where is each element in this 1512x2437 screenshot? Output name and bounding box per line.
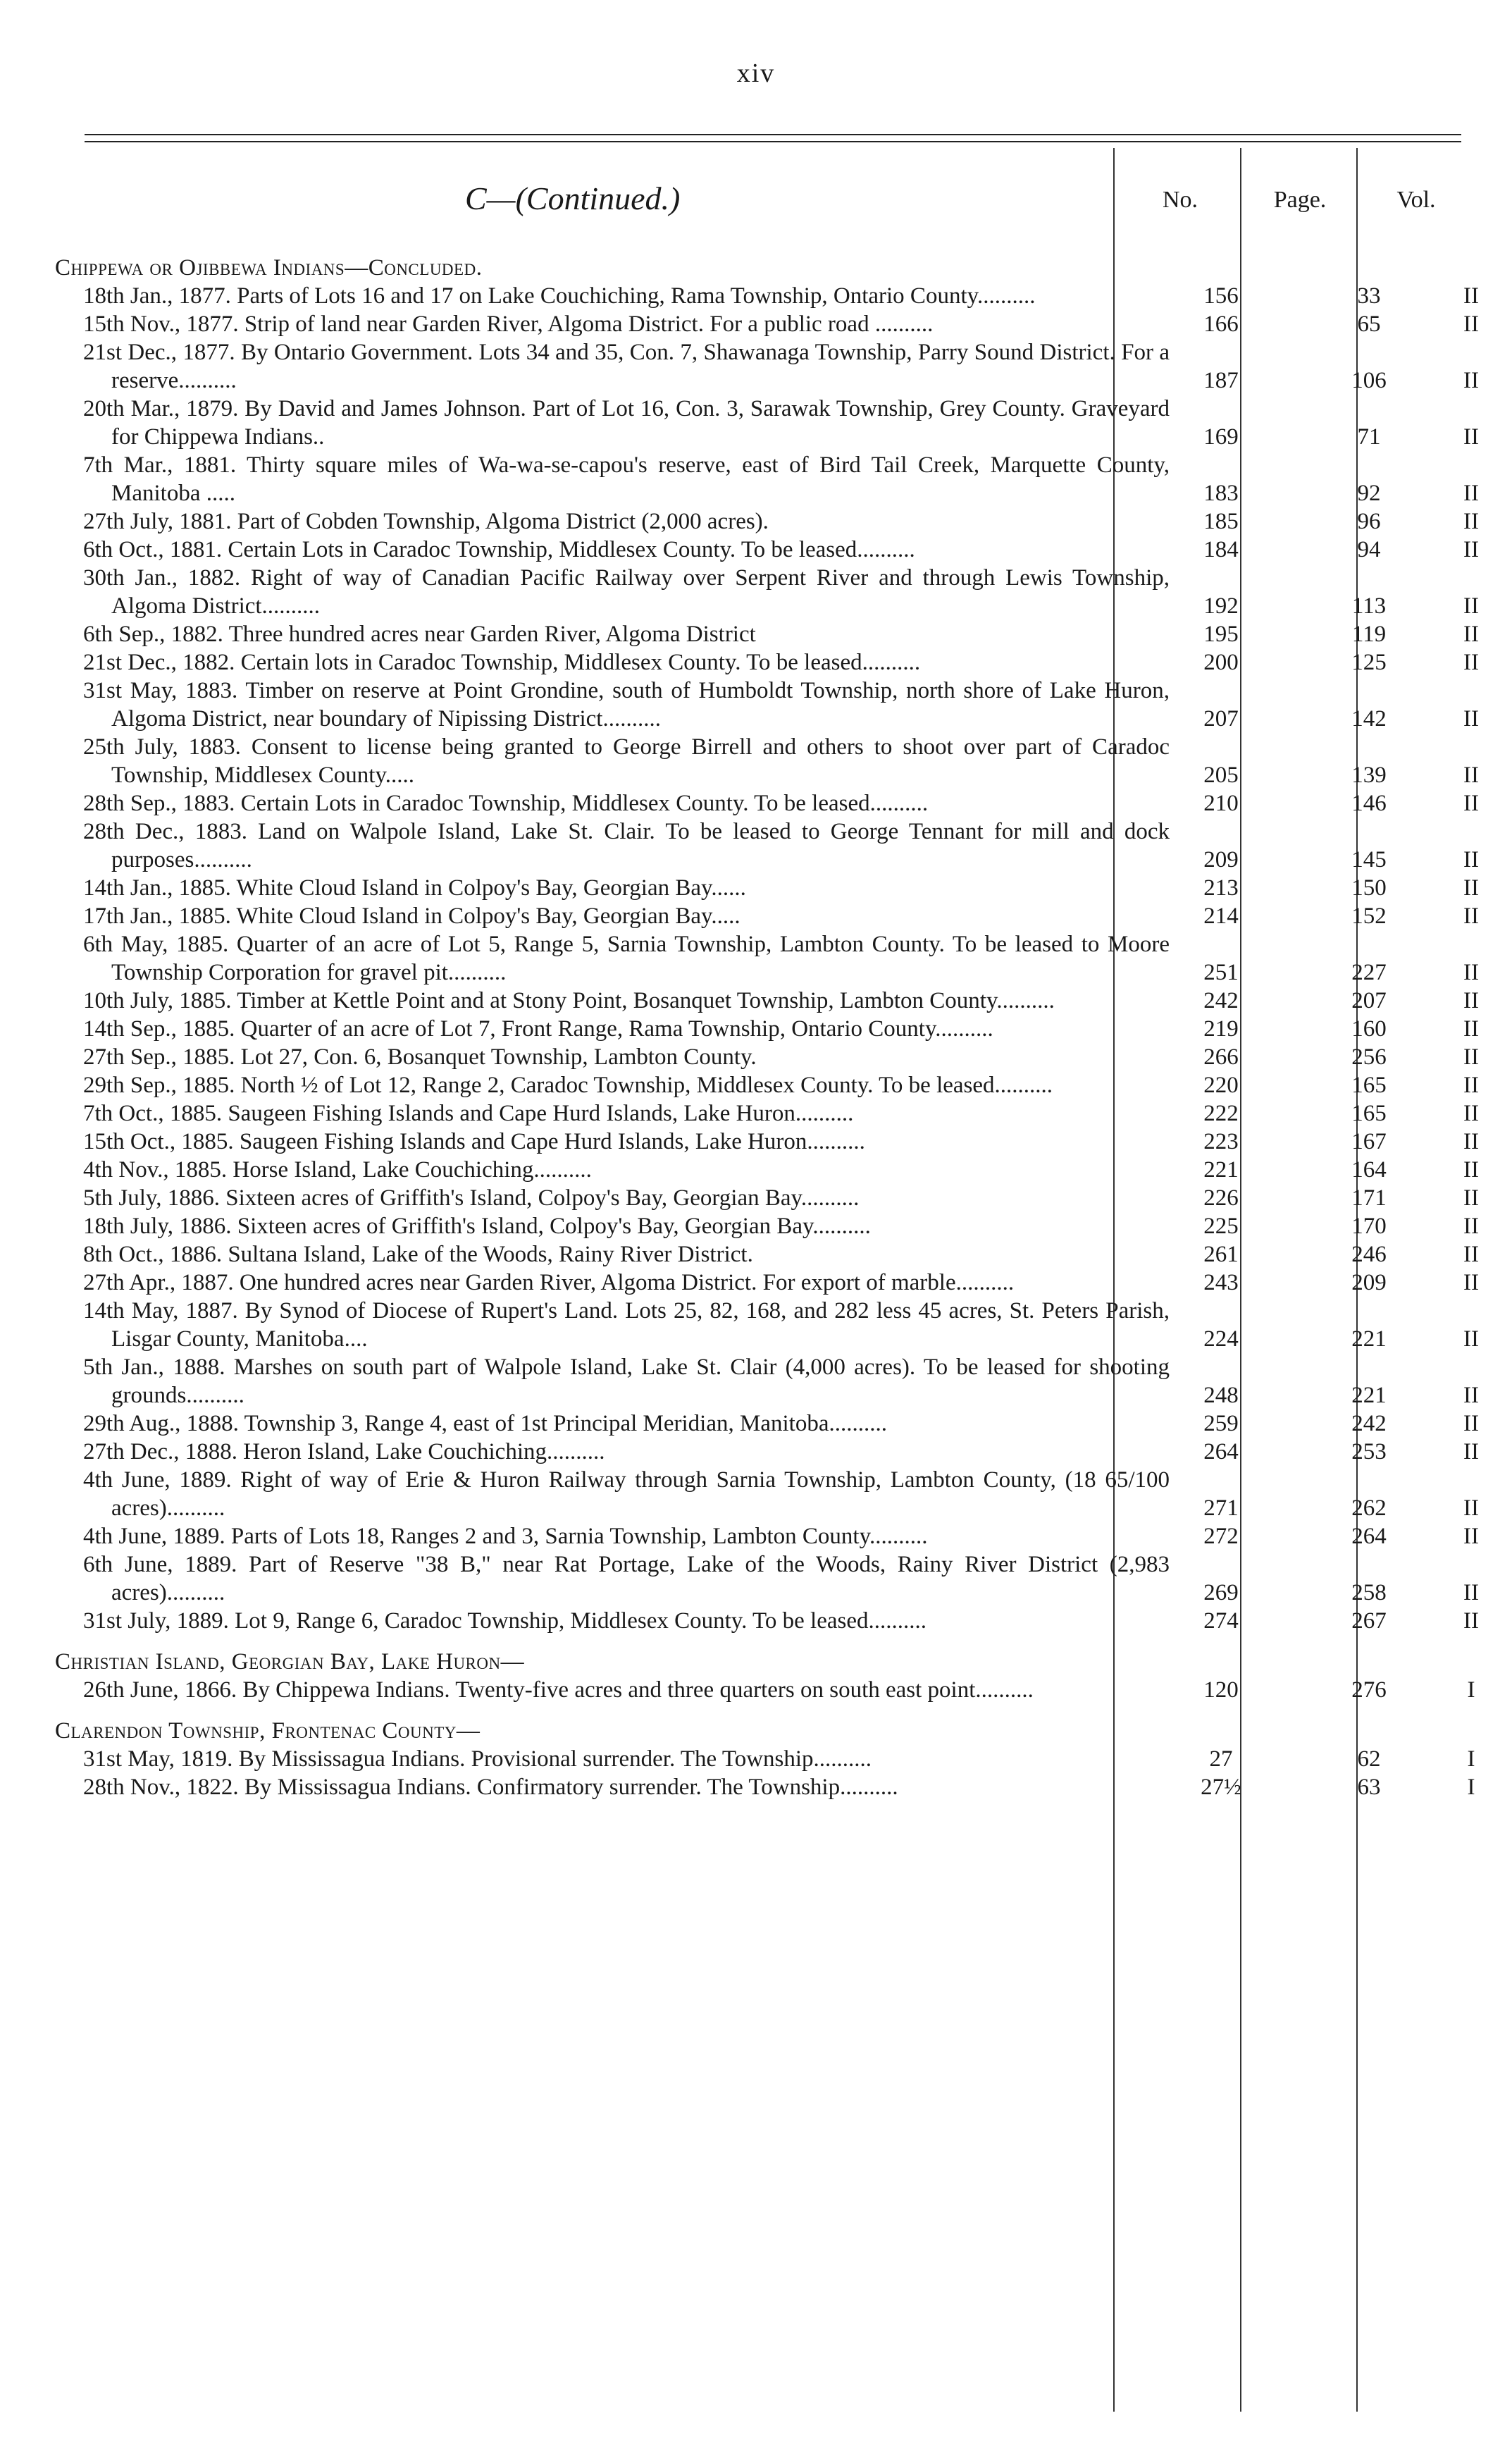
- index-entry: [55, 1438, 1485, 1466]
- entry-volume: II: [1463, 1326, 1479, 1352]
- entry-volume: II: [1463, 988, 1479, 1013]
- group-heading: Chippewa or Ojibbewa Indians—Concluded.: [55, 255, 483, 280]
- entry-number: 222: [1203, 1101, 1239, 1126]
- index-entry: [55, 1184, 1485, 1212]
- entry-text: 5th July, 1886. Sixteen acres of Griffith's Island, Colpoy's Bay, Georgian Bay..........: [83, 1185, 860, 1211]
- entry-text: 15th Nov., 1877. Strip of land near Garden River, Algoma District. For a public road ..........: [83, 311, 934, 337]
- entry-volume: II: [1463, 1016, 1479, 1042]
- entry-number: 272: [1203, 1524, 1239, 1549]
- entry-volume: II: [1463, 903, 1479, 929]
- index-entry: [55, 1522, 1485, 1550]
- entry-number: 223: [1203, 1129, 1239, 1154]
- entry-text: 7th Oct., 1885. Saugeen Fishing Islands and Cape Hurd Islands, Lake Huron..........: [83, 1101, 854, 1126]
- entry-text: 27th Sep., 1885. Lot 27, Con. 6, Bosanquet Township, Lambton County.: [83, 1044, 757, 1070]
- entry-number: 269: [1203, 1580, 1239, 1605]
- entry-text: 14th May, 1887. By Synod of Diocese of Rupert's Land. Lots 25, 82, 168, and 282 less 45 acres, St. Peters Parish, Lisgar County, Manitoba....: [83, 1298, 1170, 1352]
- entry-number: 251: [1203, 960, 1239, 985]
- entry-number: 192: [1203, 593, 1239, 619]
- entry-number: 225: [1203, 1214, 1239, 1239]
- index-entry: [55, 507, 1485, 536]
- entry-page: 63: [1357, 1775, 1381, 1800]
- entry-text: 4th June, 1889. Parts of Lots 18, Ranges 2 and 3, Sarnia Township, Lambton County..........: [83, 1524, 928, 1549]
- entry-volume: II: [1463, 1073, 1479, 1098]
- entry-number: 220: [1203, 1073, 1239, 1098]
- entry-volume: II: [1463, 1101, 1479, 1126]
- entry-number: 214: [1203, 903, 1239, 929]
- entry-text: 15th Oct., 1885. Saugeen Fishing Islands and Cape Hurd Islands, Lake Huron..........: [83, 1129, 865, 1154]
- entry-number: 120: [1203, 1677, 1239, 1703]
- index-entry: [55, 1466, 1485, 1522]
- entry-number: 200: [1203, 650, 1239, 675]
- index-entry: [55, 902, 1485, 930]
- entry-number: 266: [1203, 1044, 1239, 1070]
- entry-page: 33: [1357, 283, 1381, 309]
- entry-text: 27th Apr., 1887. One hundred acres near Garden River, Algoma District. For export of marble..........: [83, 1270, 1015, 1295]
- entry-page: 71: [1357, 424, 1381, 450]
- index-entry: [55, 451, 1485, 507]
- entry-page: 267: [1351, 1608, 1387, 1634]
- index-entry: [55, 1156, 1485, 1184]
- entry-text: 21st Dec., 1882. Certain lots in Caradoc Township, Middlesex County. To be leased..........: [83, 650, 921, 675]
- entry-volume: II: [1463, 1383, 1479, 1408]
- index-group: [55, 1648, 1485, 1704]
- index-entry: [55, 1353, 1485, 1409]
- entry-page: 150: [1351, 875, 1387, 901]
- entry-number: 183: [1203, 481, 1239, 506]
- entry-volume: II: [1463, 1157, 1479, 1183]
- entry-volume: II: [1463, 1608, 1479, 1634]
- entry-volume: II: [1463, 791, 1479, 816]
- index-entry: [55, 338, 1485, 395]
- entry-volume: II: [1463, 763, 1479, 788]
- entry-text: 31st May, 1883. Timber on reserve at Point Grondine, south of Humboldt Township, north shore of Lake Huron, Algoma District, near boundary of Nipissing District..........: [83, 678, 1170, 732]
- entry-volume: II: [1463, 481, 1479, 506]
- section-title: C—(Continued.): [465, 180, 681, 216]
- entry-volume: II: [1463, 847, 1479, 872]
- group-heading: Clarendon Township, Frontenac County—: [55, 1718, 481, 1744]
- entry-volume: II: [1463, 311, 1479, 337]
- entry-text: 28th Nov., 1822. By Mississagua Indians. Confirmatory surrender. The Township..........: [83, 1775, 898, 1800]
- entry-volume: II: [1463, 1214, 1479, 1239]
- entry-page: 62: [1357, 1746, 1381, 1772]
- entry-page: 146: [1351, 791, 1387, 816]
- entry-page: 227: [1351, 960, 1387, 985]
- entry-number: 274: [1203, 1608, 1239, 1634]
- entry-page: 65: [1357, 311, 1381, 337]
- entry-number: 207: [1203, 706, 1239, 732]
- table-header: [0, 180, 1512, 222]
- entry-text: 7th Mar., 1881. Thirty square miles of Wa-wa-se-capou's reserve, east of Bird Tail Creek, Marquette County, Manitoba .....: [83, 452, 1170, 506]
- index-entry: [55, 1071, 1485, 1099]
- index-list: [55, 254, 1485, 1814]
- index-entry: [55, 1015, 1485, 1043]
- index-entry: [55, 1676, 1485, 1704]
- header-rule: [85, 141, 1461, 142]
- entry-number: 213: [1203, 875, 1239, 901]
- entry-page: 119: [1351, 622, 1387, 647]
- index-entry: [55, 987, 1485, 1015]
- entry-text: 6th June, 1889. Part of Reserve "38 B," near Rat Portage, Lake of the Woods, Rainy River District (2,983 acres)..........: [83, 1552, 1170, 1605]
- entry-page: 92: [1357, 481, 1381, 506]
- entry-number: 248: [1203, 1383, 1239, 1408]
- index-entry: [55, 620, 1485, 648]
- entry-text: 14th Jan., 1885. White Cloud Island in Colpoy's Bay, Georgian Bay......: [83, 875, 746, 901]
- entry-volume: II: [1463, 1270, 1479, 1295]
- entry-number: 221: [1203, 1157, 1239, 1183]
- entry-page: 125: [1351, 650, 1387, 675]
- entry-page: 139: [1351, 763, 1387, 788]
- entry-text: 25th July, 1883. Consent to license being granted to George Birrell and others to shoot over part of Caradoc Township, Middlesex County.....: [83, 734, 1170, 788]
- entry-volume: II: [1463, 1185, 1479, 1211]
- entry-text: 21st Dec., 1877. By Ontario Government. Lots 34 and 35, Con. 7, Shawanaga Township, Parry Sound District. For a reserve..........: [83, 340, 1170, 393]
- entry-text: 6th Sep., 1882. Three hundred acres near Garden River, Algoma District: [83, 622, 756, 647]
- entry-number: 156: [1203, 283, 1239, 309]
- entry-number: 27½: [1201, 1775, 1241, 1800]
- entry-number: 271: [1203, 1495, 1239, 1521]
- index-entry: [55, 395, 1485, 451]
- entry-page: 142: [1351, 706, 1387, 732]
- index-entry: [55, 1212, 1485, 1240]
- entry-volume: II: [1463, 1129, 1479, 1154]
- entry-page: 164: [1351, 1157, 1387, 1183]
- entry-page: 264: [1351, 1524, 1387, 1549]
- entry-text: 20th Mar., 1879. By David and James Johnson. Part of Lot 16, Con. 3, Sarawak Township, Grey County. Graveyard for Chippewa Indians..: [83, 396, 1170, 450]
- entry-number: 209: [1203, 847, 1239, 872]
- entry-number: 243: [1203, 1270, 1239, 1295]
- entry-number: 219: [1203, 1016, 1239, 1042]
- entry-text: 5th Jan., 1888. Marshes on south part of Walpole Island, Lake St. Clair (4,000 acres). To be leased for shooting grounds..........: [83, 1355, 1170, 1408]
- entry-page: 113: [1351, 593, 1387, 619]
- column-header-vol: Vol.: [1396, 187, 1436, 213]
- entry-page: 167: [1351, 1129, 1387, 1154]
- entry-page: 253: [1351, 1439, 1387, 1464]
- entry-page: 221: [1351, 1326, 1387, 1352]
- entry-volume: II: [1463, 1495, 1479, 1521]
- entry-text: 28th Sep., 1883. Certain Lots in Caradoc Township, Middlesex County. To be leased..........: [83, 791, 929, 816]
- entry-volume: II: [1463, 622, 1479, 647]
- entry-page: 242: [1351, 1411, 1387, 1436]
- entry-number: 210: [1203, 791, 1239, 816]
- entry-volume: II: [1463, 1580, 1479, 1605]
- index-entry: [55, 1773, 1485, 1801]
- entry-text: 10th July, 1885. Timber at Kettle Point and at Stony Point, Bosanquet Township, Lambton County..........: [83, 988, 1055, 1013]
- index-entry: [55, 789, 1485, 818]
- entry-page: 207: [1351, 988, 1387, 1013]
- index-entry: [55, 1745, 1485, 1773]
- entry-volume: II: [1463, 368, 1479, 393]
- entry-text: 4th June, 1889. Right of way of Erie & Huron Railway through Sarnia Township, Lambton County, (18 65/100 acres)..........: [83, 1467, 1170, 1521]
- entry-volume: II: [1463, 593, 1479, 619]
- entry-page: 256: [1351, 1044, 1387, 1070]
- index-entry: [55, 1550, 1485, 1607]
- entry-number: 261: [1203, 1242, 1239, 1267]
- entry-text: 26th June, 1866. By Chippewa Indians. Twenty-five acres and three quarters on south east point..........: [83, 1677, 1034, 1703]
- entry-text: 27th Dec., 1888. Heron Island, Lake Couchiching..........: [83, 1439, 605, 1464]
- entry-number: 169: [1203, 424, 1239, 450]
- entry-page: 94: [1357, 537, 1381, 562]
- index-entry: [55, 733, 1485, 789]
- entry-page: 165: [1351, 1101, 1387, 1126]
- entry-volume: II: [1463, 1044, 1479, 1070]
- entry-text: 14th Sep., 1885. Quarter of an acre of Lot 7, Front Range, Rama Township, Ontario County..........: [83, 1016, 993, 1042]
- entry-volume: II: [1463, 650, 1479, 675]
- entry-number: 242: [1203, 988, 1239, 1013]
- entry-number: 187: [1203, 368, 1239, 393]
- index-entry: [55, 1128, 1485, 1156]
- entry-number: 166: [1203, 311, 1239, 337]
- index-entry: [55, 536, 1485, 564]
- entry-number: 185: [1203, 509, 1239, 534]
- entry-page: 258: [1351, 1580, 1387, 1605]
- entry-page: 106: [1351, 368, 1387, 393]
- column-header-page: Page.: [1273, 187, 1327, 213]
- entry-number: 226: [1203, 1185, 1239, 1211]
- entry-volume: II: [1463, 960, 1479, 985]
- entry-text: 27th July, 1881. Part of Cobden Township, Algoma District (2,000 acres).: [83, 509, 769, 534]
- entry-number: 264: [1203, 1439, 1239, 1464]
- entry-text: 8th Oct., 1886. Sultana Island, Lake of the Woods, Rainy River District.: [83, 1242, 753, 1267]
- entry-volume: II: [1463, 1242, 1479, 1267]
- entry-page: 152: [1351, 903, 1387, 929]
- index-entry: [55, 648, 1485, 677]
- index-entry: [55, 1409, 1485, 1438]
- index-entry: [55, 818, 1485, 874]
- index-entry: [55, 282, 1485, 310]
- index-entry: [55, 677, 1485, 733]
- entry-volume: I: [1467, 1677, 1475, 1703]
- entry-page: 221: [1351, 1383, 1387, 1408]
- index-entry: [55, 1099, 1485, 1128]
- entry-text: 4th Nov., 1885. Horse Island, Lake Couchiching..........: [83, 1157, 592, 1183]
- entry-page: 262: [1351, 1495, 1387, 1521]
- index-entry: [55, 1043, 1485, 1071]
- entry-volume: I: [1467, 1746, 1475, 1772]
- index-entry: [55, 1240, 1485, 1269]
- index-entry: [55, 1297, 1485, 1353]
- entry-volume: II: [1463, 283, 1479, 309]
- entry-volume: II: [1463, 424, 1479, 450]
- entry-text: 18th July, 1886. Sixteen acres of Griffith's Island, Colpoy's Bay, Georgian Bay..........: [83, 1214, 871, 1239]
- index-entry: [55, 310, 1485, 338]
- entry-text: 30th Jan., 1882. Right of way of Canadian Pacific Railway over Serpent River and through Lewis Township, Algoma District..........: [83, 565, 1170, 619]
- index-entry: [55, 564, 1485, 620]
- index-entry: [55, 1269, 1485, 1297]
- entry-page: 96: [1357, 509, 1381, 534]
- entry-volume: II: [1463, 537, 1479, 562]
- entry-page: 276: [1351, 1677, 1387, 1703]
- entry-text: 31st July, 1889. Lot 9, Range 6, Caradoc Township, Middlesex County. To be leased..........: [83, 1608, 927, 1634]
- entry-text: 29th Sep., 1885. North ½ of Lot 12, Range 2, Caradoc Township, Middlesex County. To be leased..........: [83, 1073, 1053, 1098]
- entry-text: 17th Jan., 1885. White Cloud Island in Colpoy's Bay, Georgian Bay.....: [83, 903, 740, 929]
- column-header-no: No.: [1162, 187, 1198, 213]
- entry-number: 27: [1209, 1746, 1233, 1772]
- index-entry: [55, 930, 1485, 987]
- entry-page: 165: [1351, 1073, 1387, 1098]
- entry-volume: II: [1463, 509, 1479, 534]
- entry-text: 29th Aug., 1888. Township 3, Range 4, east of 1st Principal Meridian, Manitoba..........: [83, 1411, 887, 1436]
- entry-volume: II: [1463, 1411, 1479, 1436]
- entry-text: 6th Oct., 1881. Certain Lots in Caradoc Township, Middlesex County. To be leased..........: [83, 537, 915, 562]
- entry-page: 171: [1351, 1185, 1387, 1211]
- entry-number: 195: [1203, 622, 1239, 647]
- entry-volume: II: [1463, 1524, 1479, 1549]
- entry-text: 18th Jan., 1877. Parts of Lots 16 and 17 on Lake Couchiching, Rama Township, Ontario County..........: [83, 283, 1036, 309]
- entry-volume: II: [1463, 706, 1479, 732]
- index-group: [55, 254, 1485, 1635]
- entry-page: 170: [1351, 1214, 1387, 1239]
- entry-volume: II: [1463, 875, 1479, 901]
- index-group: [55, 1717, 1485, 1801]
- entry-volume: II: [1463, 1439, 1479, 1464]
- entry-page: 209: [1351, 1270, 1387, 1295]
- entry-text: 28th Dec., 1883. Land on Walpole Island, Lake St. Clair. To be leased to George Tennant for mill and dock purposes..........: [83, 819, 1170, 872]
- entry-number: 205: [1203, 763, 1239, 788]
- entry-text: 6th May, 1885. Quarter of an acre of Lot 5, Range 5, Sarnia Township, Lambton County. To be leased to Moore Township Corporation for gravel pit..........: [83, 932, 1170, 985]
- entry-page: 145: [1351, 847, 1387, 872]
- group-heading: Christian Island, Georgian Bay, Lake Huron—: [55, 1649, 525, 1674]
- index-entry: [55, 1607, 1485, 1635]
- entry-page: 160: [1351, 1016, 1387, 1042]
- entry-volume: I: [1467, 1775, 1475, 1800]
- entry-number: 259: [1203, 1411, 1239, 1436]
- entry-number: 224: [1203, 1326, 1239, 1352]
- entry-number: 184: [1203, 537, 1239, 562]
- header-rule: [85, 134, 1461, 135]
- index-entry: [55, 874, 1485, 902]
- page-number: xiv: [736, 58, 776, 88]
- entry-page: 246: [1351, 1242, 1387, 1267]
- entry-text: 31st May, 1819. By Mississagua Indians. Provisional surrender. The Township..........: [83, 1746, 872, 1772]
